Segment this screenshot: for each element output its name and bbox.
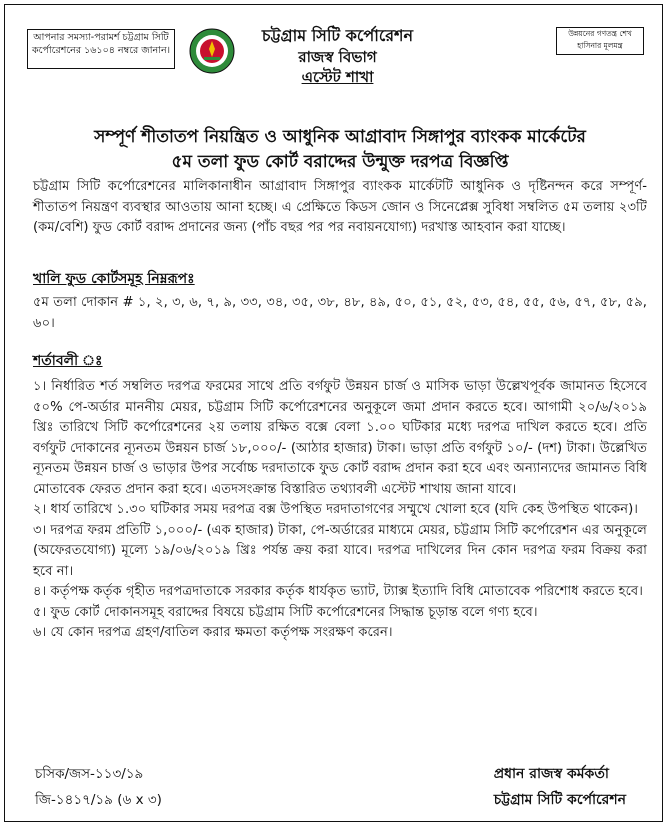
reference-block [35, 761, 162, 813]
branch-name: এস্টেট শাখা [301, 68, 374, 86]
signature-block [494, 761, 626, 813]
intro-paragraph: চট্টগ্রাম সিটি কর্পোরেশনের মালিকানাধীন আগ্রাবাদ সিঙ্গাপুর ব্যাংকক মার্কেটটি আধুনিক ও দৃষ্টিনন্দন করে সম্পূর্ণ-শীতাতপ নিয়ন্ত্রণ ব্যবস্থার আওতায় আনা হচ্ছে। এ প্রেক্ষিতে কিডস জোন ও সিনেপ্লেক্স সুবিধা সম্বলিত ৫ম তলায় ২৩টি (কম/বেশি) ফুড কোর্ট বরাদ্দ প্রদানের জন্য (পাঁচ বছর পর পর নবায়নযোগ্য) দরখাস্ত আহবান করা যাচ্ছে। [33, 179, 647, 235]
memo-reference: চসিক/জস-১১৩/১৯ [35, 766, 144, 782]
vacant-heading: খালি ফুড কোর্টসমূহ নিম্নরূপঃ [33, 271, 195, 287]
signatory-title: প্রধান রাজস্ব কর্মকর্তা [493, 766, 609, 782]
condition-item: ৪। কর্তৃপক্ষ কর্তৃক গৃহীত দরপত্রদাতাকে সরকার কর্তৃক ধার্যকৃত ভ্যাট, ট্যাক্স ইত্যাদি বিধি মোতাবেক পরিশোধ করতে হবে। [33, 584, 643, 599]
vacant-shop-list: ৫ম তলা দোকান # ১, ২, ৩, ৬, ৭, ৯, ৩৩, ৩৪, ৩৫, ৩৮, ৪৮, ৪৯, ৫০, ৫১, ৫২, ৫৩, ৫৪, ৫৫, ৫৬, ৫৭, ৫৮, ৫৯, ৬০। [33, 295, 647, 331]
condition-item: ২। ধার্য তারিখে ১.৩০ ঘটিকার সময় দরপত্র বক্স উপস্থিত দরদাতাগণের সম্মুখে খোলা হবে (যদি কেহ উপস্থিত থাকেন)। [33, 502, 638, 517]
notice-title-line1: সম্পূর্ণ শীতাতপ নিয়ন্ত্রিত ও আধুনিক আগ্রাবাদ সিঙ্গাপুর ব্যাংকক মার্কেটের [94, 127, 586, 147]
notice-title [45, 125, 635, 175]
helpline-notice-text: আপনার সমস্যা-পরামর্শ চট্টগ্রাম সিটি কর্পোরেশনের ১৬১০৪ নম্বরে জানান। [32, 32, 171, 56]
helpline-notice-box [27, 29, 175, 69]
condition-item: ১। নির্ধারিত শর্ত সম্বলিত দরপত্র ফরমের সাথে প্রতি বর্গফুট উন্নয়ন চার্জ ও মাসিক ভাড়া উল্লেখপূর্বক জামানত হিসেবে ৫০% পে-অর্ডার মাননীয় মেয়র, চট্টগ্রাম সিটি কর্পোরেশনের অনুকূলে জমা প্রদান করতে হবে। আগামী ২০/৬/২০১৯ খ্রিঃ তারিখে সিটি কর্পোরেশনের ২য় তলায় রক্ষিত বক্সে বেলা ১.০০ ঘটিকার মধ্যে দরপত্র দাখিল করতে হবে। প্রতি বর্গফুট দোকানের ন্যূনতম উন্নয়ন চার্জ ১৮,০০০/- (আঠার হাজার) টাকা। ভাড়া প্রতি বর্গফুট ১০/- (দশ) টাকা। উল্লেখিত ন্যূনতম উন্নয়ন চার্জ ও ভাড়ার উপর সর্বোচ্চ দরদাতাকে ফুড কোর্ট বরাদ্দ প্রদান করা হবে এবং অন্যান্যদের জামানত বিধি মোতাবেক ফেরত প্রদান করা হবে। এতদসংক্রান্ত বিস্তারিত তথ্যাবলী এস্টেট শাখায় জানা যাবে। [33, 379, 647, 497]
conditions-heading: শর্তাবলী ঃ [33, 353, 103, 369]
office-header [235, 25, 440, 87]
notice-title-line2: ৫ম তলা ফুড কোর্ট বরাদ্দের উন্মুক্ত দরপত্র বিজ্ঞপ্তি [171, 152, 509, 172]
slogan-box [556, 27, 644, 55]
org-name: চট্টগ্রাম সিটি কর্পোরেশন [261, 26, 414, 45]
slogan-text: উন্নয়নের গণতন্ত্র শেখ হাসিনার মূলমন্ত্র [568, 29, 632, 50]
department-name: রাজস্ব বিভাগ [298, 48, 377, 66]
ad-reference: জি-১৪১৭/১৯ (৬ x ৩) [35, 792, 162, 808]
conditions-list [33, 377, 647, 644]
condition-item: ৩। দরপত্র ফরম প্রতিটি ১,০০০/- (এক হাজার) টাকা, পে-অর্ডারের মাধ্যমে মেয়র, চট্টগ্রাম সিটি কর্পোরেশন এর অনুকূলে (অফেরতযোগ্য) মূল্যে ১৯/০৬/২০১৯ খ্রিঃ পর্যন্ত ক্রয় করা যাবে। দরপত্র দাখিলের দিন কোন দরপত্র ফরম বিক্রয় করা হবে না। [33, 522, 647, 579]
notice-frame [4, 4, 663, 822]
condition-item: ৬। যে কোন দরপত্র গ্রহণ/বাতিল করার ক্ষমতা কর্তৃপক্ষ সংরক্ষণ করেন। [33, 625, 393, 640]
signatory-org: চট্টগ্রাম সিটি কর্পোরেশন [493, 792, 626, 808]
city-corporation-logo [188, 27, 236, 75]
condition-item: ৫। ফুড কোর্ট দোকানসমূহ বরাদ্দের বিষয়ে চট্টগ্রাম সিটি কর্পোরেশনের সিদ্ধান্ত চূড়ান্ত বলে গণ্য হবে। [33, 604, 538, 620]
